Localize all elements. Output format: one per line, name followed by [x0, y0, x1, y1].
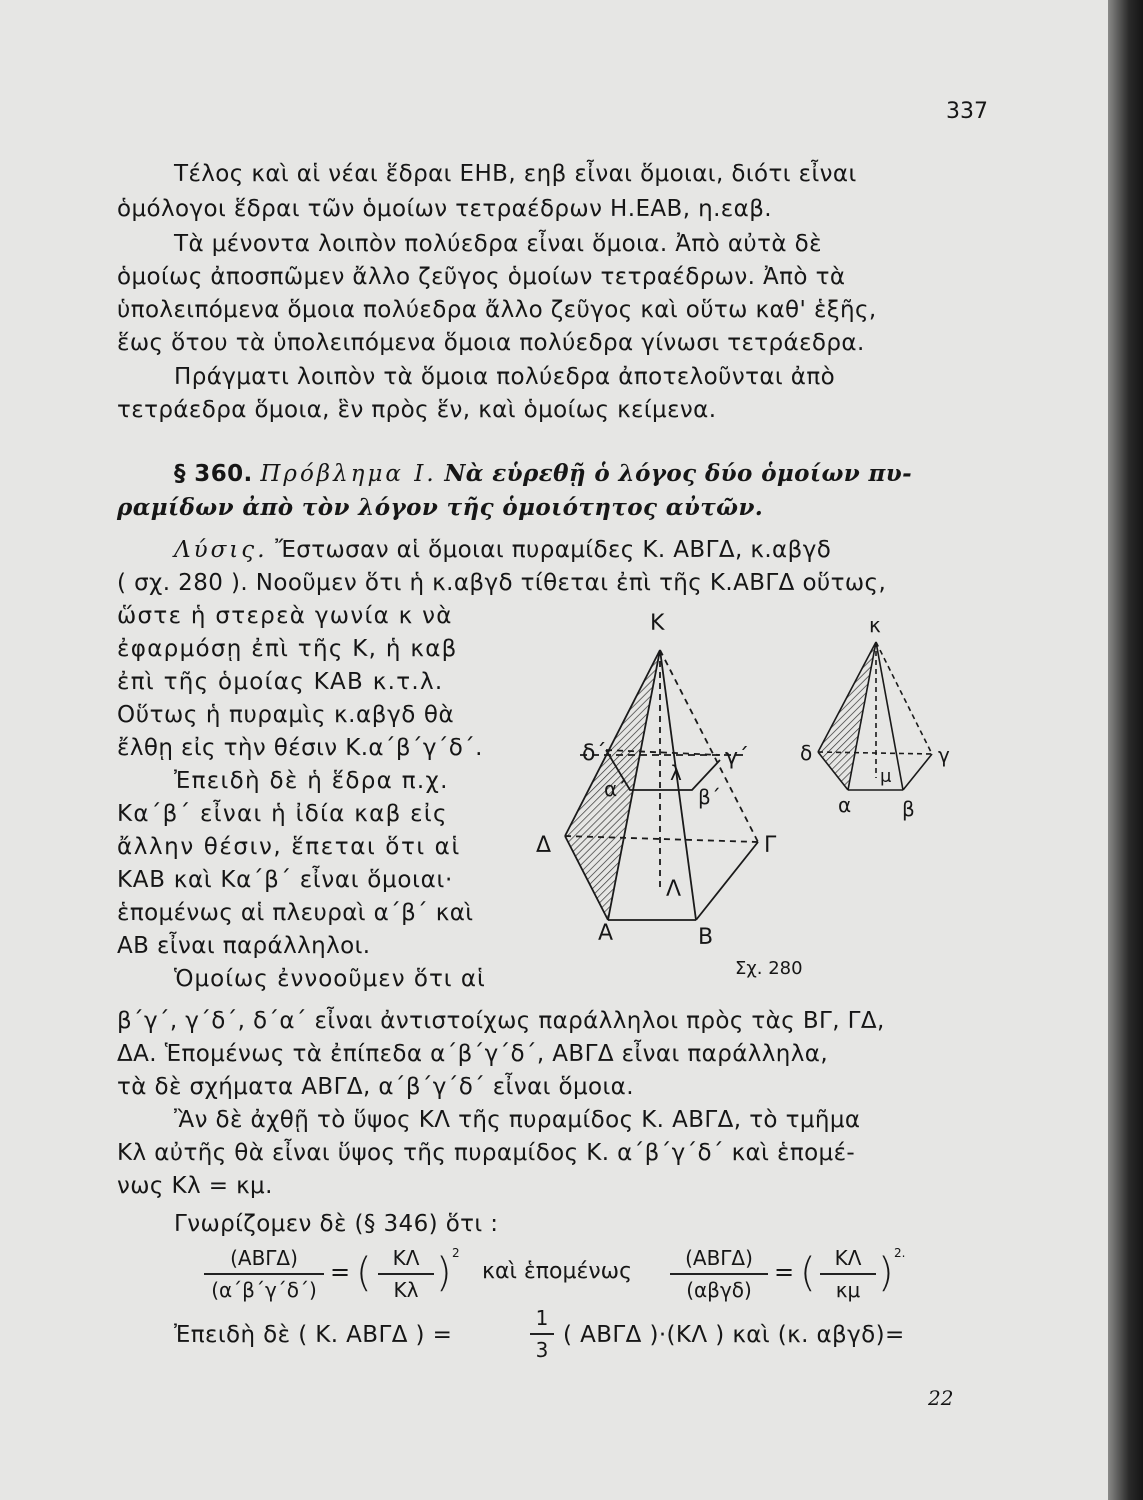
label-g-prime: γ΄: [725, 745, 750, 770]
label-k: κ: [869, 613, 881, 637]
left-paren: (: [356, 1250, 372, 1296]
left-paren: (: [800, 1250, 816, 1296]
text-line: ἄλλην θέσιν, ἕπεται ὅτι αἱ: [117, 834, 461, 860]
figure-caption: Σχ. 280: [735, 958, 803, 979]
label-b-prime: β΄: [698, 785, 721, 809]
fraction-denominator: κμ: [835, 1278, 861, 1302]
label-mu: μ: [880, 766, 892, 787]
formula-volume-end: ( ΑΒΓΔ )·(ΚΛ ) καὶ (κ. αβγδ)=: [563, 1322, 905, 1348]
text-line: Τέλος καὶ αἱ νέαι ἕδραι ΕΗΒ, εηβ εἶναι ὅμοιαι, διότι εἶναι: [174, 161, 857, 187]
text-line: ὥστε ἡ στερεὰ γωνία κ νὰ: [117, 603, 453, 629]
section-title: Νὰ εὑρεθῇ ὁ λόγος δύο ὁμοίων πυ-: [444, 460, 913, 487]
text-line: Ἐπειδὴ δὲ ἡ ἕδρα π.χ.: [174, 768, 449, 794]
text-line: ΔΑ. Ἑπομένως τὰ ἐπίπεδα α΄β΄γ΄δ΄, ΑΒΓΔ εἶναι παράλληλα,: [117, 1041, 829, 1067]
fraction-denominator: (αβγδ): [686, 1278, 752, 1302]
fraction-numerator: ΚΛ: [834, 1246, 862, 1270]
solution-label: Λύσις.: [174, 537, 268, 563]
text-line: Τὰ μένοντα λοιπὸν πολύεδρα εἶναι ὅμοια. Ἀπὸ αὐτὰ δὲ: [174, 231, 822, 257]
book-edge-shadow: [1108, 0, 1143, 1500]
text-line: ἔλθῃ εἰς τὴν θέσιν Κ.α΄β΄γ΄δ΄.: [117, 735, 483, 761]
right-paren: ): [878, 1250, 894, 1296]
fraction-bar: [670, 1273, 768, 1275]
text-line: ἐπὶ τῆς ὁμοίας ΚΑΒ κ.τ.λ.: [117, 669, 444, 695]
signature-mark: 22: [928, 1386, 954, 1410]
text-line: Ὁμοίως ἐννοοῦμεν ὅτι αἱ: [174, 966, 486, 992]
text-line: Πράγματι λοιπὸν τὰ ὅμοια πολύεδρα ἀποτελοῦνται ἀπὸ: [174, 364, 836, 390]
fraction-numerator: ΚΛ: [392, 1246, 420, 1270]
label-Gamma: Γ: [764, 833, 777, 858]
fraction-bar: [820, 1273, 876, 1275]
formula-volume-start: Ἐπειδὴ δὲ ( Κ. ΑΒΓΔ ) =: [174, 1322, 453, 1348]
label-gamma: γ: [938, 743, 950, 767]
fraction-numerator: (ΑΒΓΔ): [230, 1246, 298, 1270]
fraction-denominator: (α΄β΄γ΄δ΄): [211, 1278, 317, 1302]
label-a-prime: α΄: [604, 777, 628, 801]
figure-pyramids: [520, 600, 980, 990]
label-lambda: λ: [670, 761, 682, 785]
text-line: ( σχ. 280 ). Νοοῦμεν ὅτι ἡ κ.αβγδ τίθεται ἐπὶ τῆς Κ.ΑΒΓΔ οὕτως,: [117, 570, 887, 596]
label-A: Α: [598, 921, 614, 946]
label-beta: β: [902, 797, 915, 821]
text-line: [174, 537, 831, 563]
label-alpha: α: [838, 793, 852, 817]
label-Delta: Δ: [536, 833, 552, 858]
exponent: 2: [452, 1246, 460, 1260]
exponent: 2.: [894, 1246, 906, 1260]
label-K: Κ: [650, 611, 665, 636]
text-line: τὰ δὲ σχήματα ΑΒΓΔ, α΄β΄γ΄δ΄ εἶναι ὅμοια.: [117, 1074, 634, 1100]
text-line: ὑπολειπόμενα ὅμοια πολύεδρα ἄλλο ζεῦγος καὶ οὕτω καθ' ἑξῆς,: [117, 297, 877, 323]
section-number: § 360.: [174, 461, 253, 487]
equals-sign: =: [774, 1258, 795, 1286]
label-d-prime: δ΄: [582, 741, 607, 766]
text-line: ἐφαρμόσῃ ἐπὶ τῆς Κ, ἡ καβ: [117, 636, 458, 662]
text-line: τετράεδρα ὅμοια, ἓν πρὸς ἕν, καὶ ὁμοίως κείμενα.: [117, 397, 717, 423]
text-line: ἕως ὅτου τὰ ὑπολειπόμενα ὅμοια πολύεδρα γίνωσι τετράεδρα.: [117, 330, 865, 356]
label-B: Β: [698, 925, 714, 950]
label-delta: δ: [800, 741, 813, 765]
fraction-denominator: Κλ: [393, 1278, 419, 1302]
text-line: ὁμοίως ἀποσπῶμεν ἄλλο ζεῦγος ὁμοίων τετραέδρων. Ἀπὸ τὰ: [117, 264, 846, 290]
section-heading: [174, 460, 912, 487]
text-line: β΄γ΄, γ΄δ΄, δ΄α΄ εἶναι ἀντιστοίχως παράλληλοι πρὸς τὰς ΒΓ, ΓΔ,: [117, 1008, 885, 1034]
connector-text: καὶ ἑπομένως: [482, 1259, 633, 1284]
section-title-continued: ραμίδων ἀπὸ τὸν λόγον τῆς ὁμοιότητος αὐτῶν.: [117, 494, 764, 521]
text-line: Ἂν δὲ ἀχθῇ τὸ ὕψος ΚΛ τῆς πυραμίδος Κ. ΑΒΓΔ, τὸ τμῆμα: [174, 1107, 861, 1133]
right-paren: ): [436, 1250, 452, 1296]
solution-text: Ἔστωσαν αἱ ὅμοιαι πυραμίδες Κ. ΑΒΓΔ, κ.αβγδ: [275, 537, 832, 563]
fraction-bar: [204, 1273, 324, 1275]
text-line: ΑΒ εἶναι παράλληλοι.: [117, 933, 371, 959]
fraction-denominator: 3: [535, 1338, 549, 1362]
text-line: ΚΑΒ καὶ Κα΄β΄ εἶναι ὅμοιαι·: [117, 867, 453, 893]
large-pyramid: [565, 650, 758, 920]
fraction-bar: [378, 1273, 434, 1275]
fraction-numerator: (ΑΒΓΔ): [685, 1246, 753, 1270]
fraction-bar: [530, 1333, 554, 1335]
label-Lambda: Λ: [666, 877, 682, 902]
fraction-numerator: 1: [535, 1306, 549, 1330]
page-number: 337: [946, 99, 988, 124]
section-label: Πρόβλημα Ι.: [260, 461, 437, 487]
text-line: νως Κλ = κμ.: [117, 1173, 273, 1199]
text-line: Γνωρίζομεν δὲ (§ 346) ὅτι :: [174, 1211, 499, 1237]
text-line: Οὕτως ἡ πυραμὶς κ.αβγδ θὰ: [117, 702, 455, 728]
text-line: ἑπομένως αἱ πλευραὶ α΄β΄ καὶ: [117, 900, 474, 926]
text-line: ὁμόλογοι ἕδραι τῶν ὁμοίων τετραέδρων Η.ΕΑΒ, η.εαβ.: [117, 196, 772, 222]
text-line: Κα΄β΄ εἶναι ἡ ἰδία καβ εἰς: [117, 801, 448, 827]
small-pyramid: [818, 642, 932, 790]
text-line: Κλ αὐτῆς θὰ εἶναι ὕψος τῆς πυραμίδος Κ. α΄β΄γ΄δ΄ καὶ ἑπομέ-: [117, 1140, 856, 1166]
equals-sign: =: [330, 1258, 351, 1286]
